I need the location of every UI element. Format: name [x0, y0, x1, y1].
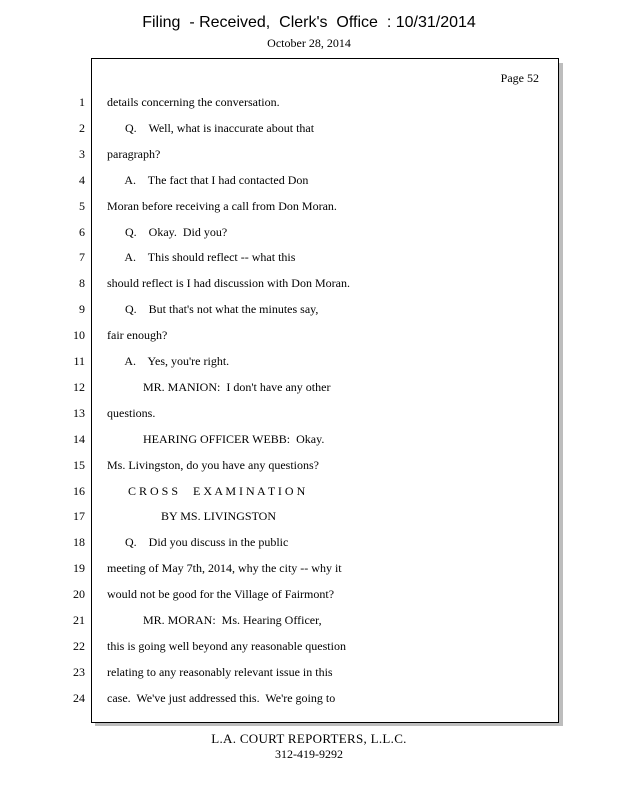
reporter-company: L.A. COURT REPORTERS, L.L.C. — [211, 731, 407, 746]
page-number: Page 52 — [500, 71, 539, 85]
line-number: 23 — [73, 665, 85, 679]
line-number: 13 — [73, 406, 85, 420]
transcript-line: A. This should reflect -- what this — [107, 250, 296, 264]
transcript-line: HEARING OFFICER WEBB: Okay. — [107, 432, 325, 446]
line-number: 6 — [79, 225, 85, 239]
line-number: 12 — [73, 380, 85, 394]
line-number: 1 — [79, 95, 85, 109]
line-number: 21 — [73, 613, 85, 627]
transcript-line: paragraph? — [107, 147, 161, 161]
line-number: 16 — [73, 484, 85, 498]
transcript-line: MR. MORAN: Ms. Hearing Officer, — [107, 613, 322, 627]
transcript-line: MR. MANION: I don't have any other — [107, 380, 331, 394]
transcript-line: Ms. Livingston, do you have any questions? — [107, 458, 319, 472]
line-number: 10 — [73, 328, 85, 342]
line-number: 11 — [73, 354, 85, 368]
reporter-phone: 312-419-9292 — [275, 747, 343, 761]
transcript-line: BY MS. LIVINGSTON — [107, 509, 277, 523]
line-number: 24 — [73, 691, 85, 705]
transcript-line: A. The fact that I had contacted Don — [107, 173, 309, 187]
transcript-line: relating to any reasonably relevant issue in this — [107, 665, 333, 679]
line-number: 19 — [73, 561, 85, 575]
transcript-line: C R O S S E X A M I N A T I O N — [107, 484, 306, 498]
transcript-line: A. Yes, you're right. — [107, 354, 230, 368]
line-number: 3 — [79, 147, 85, 161]
line-number: 8 — [79, 276, 85, 290]
line-number: 22 — [73, 639, 85, 653]
transcript-line: this is going well beyond any reasonable question — [107, 639, 346, 653]
transcript-line: case. We've just addressed this. We're going to — [107, 691, 336, 705]
transcript-line: should reflect is I had discussion with Don Moran. — [107, 276, 350, 290]
transcript-line: fair enough? — [107, 328, 168, 342]
transcript-line: would not be good for the Village of Fairmont? — [107, 587, 335, 601]
line-number: 4 — [79, 173, 85, 187]
transcript-line: details concerning the conversation. — [107, 95, 280, 109]
line-number: 9 — [79, 302, 85, 316]
line-number: 17 — [73, 509, 85, 523]
filing-stamp: Filing - Received, Clerk's Office : 10/31/2014 — [142, 14, 476, 31]
line-number: 7 — [79, 250, 85, 264]
line-number: 20 — [73, 587, 85, 601]
transcript-line: meeting of May 7th, 2014, why the city -- why it — [107, 561, 342, 575]
line-number: 5 — [79, 199, 85, 213]
line-number: 15 — [73, 458, 85, 472]
transcript-line: Q. But that's not what the minutes say, — [107, 302, 319, 316]
transcript-line: Moran before receiving a call from Don Moran. — [107, 199, 337, 213]
transcript-line: Q. Did you discuss in the public — [107, 535, 289, 549]
line-number: 2 — [79, 121, 85, 135]
transcript-line: questions. — [107, 406, 156, 420]
transcript-line: Q. Okay. Did you? — [107, 225, 228, 239]
transcript-line: Q. Well, what is inaccurate about that — [107, 121, 315, 135]
line-number: 14 — [73, 432, 85, 446]
transcript-date: October 28, 2014 — [267, 36, 351, 50]
line-number: 18 — [73, 535, 85, 549]
